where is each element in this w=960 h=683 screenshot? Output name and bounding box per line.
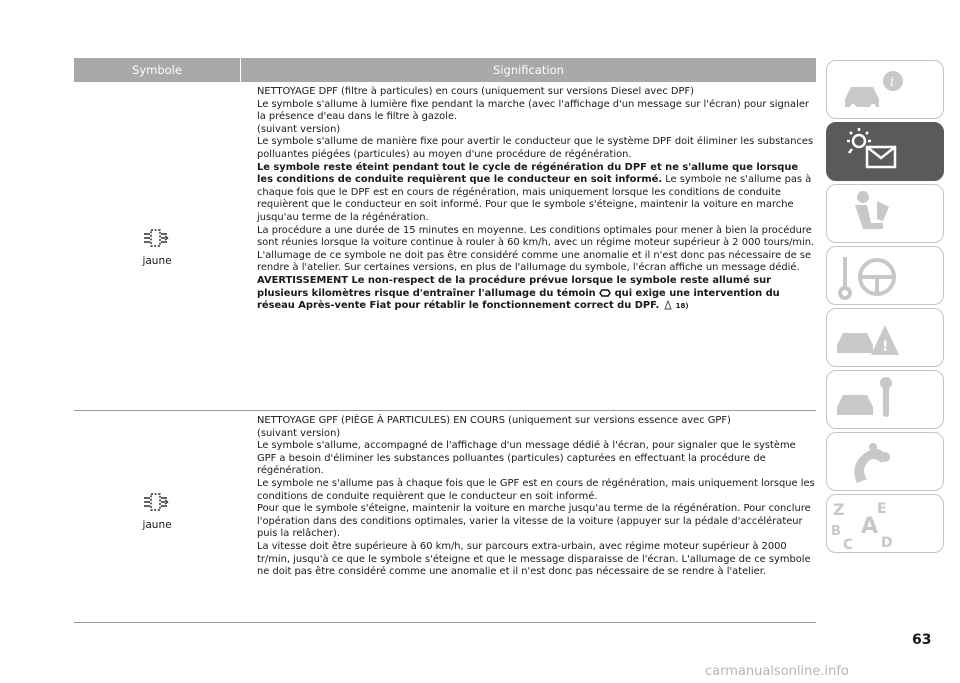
row-description (240, 82, 816, 410)
header-symbol: Symbole (132, 63, 182, 77)
row-description (240, 411, 816, 622)
svg-text:C: C (843, 537, 854, 553)
symbol-color-label: jaune (142, 519, 172, 531)
description-line: (suivant version) (257, 427, 341, 439)
engine-failure-icon (599, 288, 611, 297)
description-line: La procédure a une durée de 15 minutes en moyenne. Les conditions optimales pour mener à bien la procédure sont réunies lorsque la voiture continue à rouler à 60 km/h, avec un régime moteur supérieur à 2 000 tours/min. (257, 224, 815, 249)
tab-safety[interactable] (826, 184, 944, 243)
description-line: Le symbole s'allume de manière fixe pour avertir le conducteur que le système DPF doit éliminer les substances polluantes piégées (particules) au moyen d'une procédure de régénération. (257, 136, 814, 160)
tab-maintenance[interactable] (826, 370, 944, 429)
description-line: L'allumage de ce symbole ne doit pas être considéré comme une anomalie et il n'est donc pas nécessaire de se rendre à l'atelier. Sur certaines versions, en plus de l'allumage du symbole, l'écran affiche un message dédié. (257, 249, 812, 274)
warning-reference: 18) (675, 302, 689, 311)
svg-text:!: ! (882, 339, 889, 355)
description-line: NETTOYAGE DPF (filtre à particules) en cours (uniquement sur versions Diesel avec DPF) (257, 86, 695, 97)
description-line: (suivant version) (257, 123, 341, 135)
svg-text:E: E (877, 501, 887, 517)
note-continuation: Le symbole ne s'allume pas à chaque fois que le DPF est en cours de régénération, mais uniquement lorsque les conditions de conduite requièrent que le conducteur en soit informé. Pour que le symbole s'éteigne, maintenir la voiture en marche jusqu'au terme de la régénération. (257, 174, 812, 223)
svg-text:B: B (831, 524, 841, 539)
bold-note: Le symbole reste éteint pendant tout le cycle de régénération du DPF et ne s'allume que lorsque les conditions de conduite requièrent que le conducteur en soit informé. (257, 161, 799, 186)
gpf-filter-icon (142, 490, 172, 514)
watermark: carmanualsonline.info (705, 664, 849, 679)
description-line: Le symbole s'allume à lumière fixe pendant la marche (avec l'affichage d'un message sur l'écran) pour signaler la présence d'eau dans le filtre à gazole. (257, 98, 809, 123)
symbol-table (74, 58, 816, 623)
svg-text:Z: Z (833, 500, 845, 519)
tab-warning-lights[interactable] (826, 122, 944, 181)
description-line: La vitesse doit être supérieure à 60 km/h, sur parcours extra-urbain, avec régime moteur supérieur à 2000 tr/min, jusqu'à ce que le symbole s'éteigne et que le message disparaisse de l'écran. L'allumage de ce symbole ne doit pas être considéré comme une anomalie et il n'est donc pas nécessaire de se rendre à l'atelier. (257, 540, 811, 578)
multimedia-icon (827, 433, 944, 491)
table-header (74, 58, 816, 82)
key-steering-wheel-icon (827, 247, 944, 305)
description-line: Pour que le symbole s'éteigne, maintenir la voiture en marche jusqu'au terme de la régénération. Pour conclure l'opération dans des conditions optimales, varier la vitesse de la voiture (appuyer sur la pédale d'accélérateur puis la relâcher). (257, 503, 811, 540)
warning-light-message-icon (827, 123, 944, 181)
table-row (74, 82, 816, 411)
svg-text:i: i (890, 75, 895, 90)
seat-airbag-icon (827, 185, 944, 243)
car-emergency-icon (827, 309, 944, 367)
page-number: 63 (912, 632, 932, 648)
warning-hand-icon (663, 300, 673, 310)
tab-multimedia[interactable] (826, 432, 944, 491)
tab-starting-driving[interactable] (826, 246, 944, 305)
dpf-filter-icon (142, 226, 172, 250)
car-info-icon (827, 61, 944, 119)
description-line: Le symbole s'allume, accompagné de l'affichage d'un message dédié à l'écran, pour signaler que le système GPF a besoin d'éliminer les substances polluantes (particules) capturées en effectuant la procédure de régénération. (257, 440, 796, 477)
alphabetical-index-icon (827, 495, 944, 553)
header-meaning: Signification (493, 63, 564, 77)
svg-text:D: D (881, 535, 893, 551)
warning-note: AVERTISSEMENT Le non-respect de la procédure prévue lorsque le symbole reste allumé sur plusieurs kilomètres risque d'entraîner l'allumage du témoin qui exige une intervention du réseau Après-vente Fiat pour rétablir le fonctionnement correct du DPF. 18) (257, 274, 780, 312)
tab-index[interactable] (826, 494, 944, 553)
car-service-icon (827, 371, 944, 429)
svg-text:A: A (861, 514, 879, 539)
table-row (74, 411, 816, 623)
description-line: Le symbole ne s'allume pas à chaque fois que le GPF est en cours de régénération, mais uniquement lorsque les conditions de conduite requièrent que le conducteur en soit informé. (257, 477, 815, 502)
description-line: NETTOYAGE GPF (PIÈGE À PARTICULES) EN COURS (uniquement sur versions essence avec GPF) (257, 415, 731, 426)
tab-car-info[interactable] (826, 60, 944, 119)
chapter-tabs (826, 60, 944, 556)
tab-emergency[interactable] (826, 308, 944, 367)
symbol-color-label: jaune (142, 254, 172, 267)
